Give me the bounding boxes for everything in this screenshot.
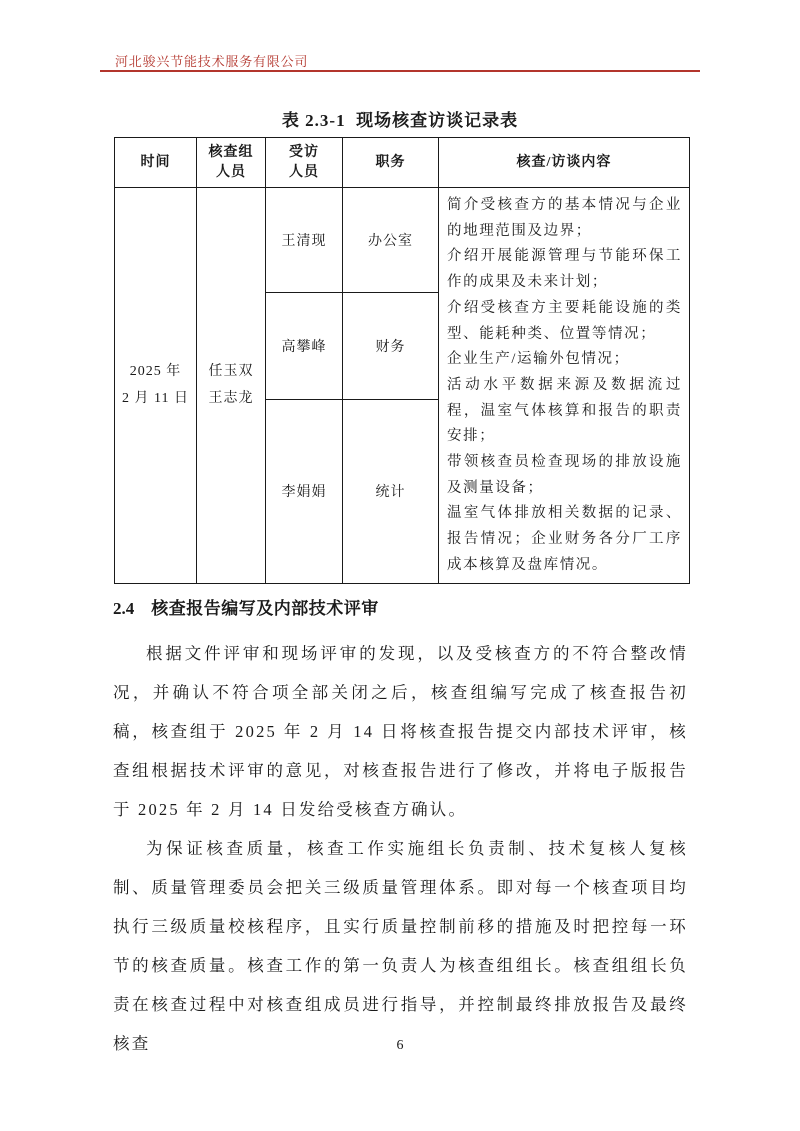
paragraph: 为保证核查质量，核查工作实施组长负责制、技术复核人复核制、质量管理委员会把关三级质量管理体系。即对每一个核查项目均执行三级质量校核程序，且实行质量控制前移的措施及时把控每一环节的核查质量。核查工作的第一负责人为核查组组长。核查组组长负责在核查过程中对核查组成员进行指导，并控制最终排放报告及最终核查 xyxy=(113,839,688,1053)
cell-interviewee: 李娟娟 xyxy=(266,400,343,583)
header-content: 核查/访谈内容 xyxy=(439,138,690,188)
section-number: 2.4 xyxy=(113,599,135,618)
header-role: 职务 xyxy=(343,138,439,188)
body-text xyxy=(113,634,688,1063)
table-header-row xyxy=(115,138,690,188)
cell-interviewee: 王清现 xyxy=(266,188,343,293)
content-item: 温室气体排放相关数据的记录、报告情况；企业财务各分厂工序成本核算及盘库情况。 xyxy=(447,505,682,573)
cell-team-members: 任玉双 王志龙 xyxy=(197,188,266,584)
cell-role: 统计 xyxy=(343,400,439,583)
table-caption: 表 2.3-1 现场核查访谈记录表 xyxy=(281,111,519,130)
content-item: 企业生产/运输外包情况； xyxy=(447,351,630,368)
header-time: 时间 xyxy=(115,138,197,188)
header-visitee: 受访 人员 xyxy=(266,138,343,188)
paragraph: 根据文件评审和现场评审的发现，以及受核查方的不符合整改情况，并确认不符合项全部关闭之后，核查组编写完成了核查报告初稿，核查组于 2025 年 2 月 14 日将核查报告提交内部技术评审，核查组根据技术评审的意见，对核查报告进行了修改，并将电子版报告于 2025 年 2 月 14 日发给受核查方确认。 xyxy=(113,644,688,819)
content-item: 简介受核查方的基本情况与企业的地理范围及边界； xyxy=(447,197,682,239)
section-heading xyxy=(113,594,379,619)
header-rule xyxy=(100,70,700,72)
cell-interview-content xyxy=(439,188,690,584)
cell-time: 2025 年 2 月 11 日 xyxy=(115,188,197,584)
content-item: 介绍受核查方主要耗能设施的类型、能耗种类、位置等情况； xyxy=(447,299,682,342)
company-header: 河北骏兴节能技术服务有限公司 xyxy=(115,54,309,69)
content-item: 介绍开展能源管理与节能环保工作的成果及未来计划； xyxy=(447,248,682,291)
section-title: 核查报告编写及内部技术评审 xyxy=(151,599,379,618)
content-item: 活动水平数据来源及数据流过程，温室气体核算和报告的职责安排； xyxy=(447,376,682,445)
cell-role: 财务 xyxy=(343,293,439,400)
cell-interviewee: 高攀峰 xyxy=(266,293,343,400)
cell-role: 办公室 xyxy=(343,188,439,293)
content-item: 带领核查员检查现场的排放设施及测量设备； xyxy=(447,454,682,496)
page-number: 6 xyxy=(396,1038,404,1053)
header-team: 核查组 人员 xyxy=(197,138,266,188)
table-row xyxy=(115,188,690,293)
interview-record-table xyxy=(114,137,690,584)
